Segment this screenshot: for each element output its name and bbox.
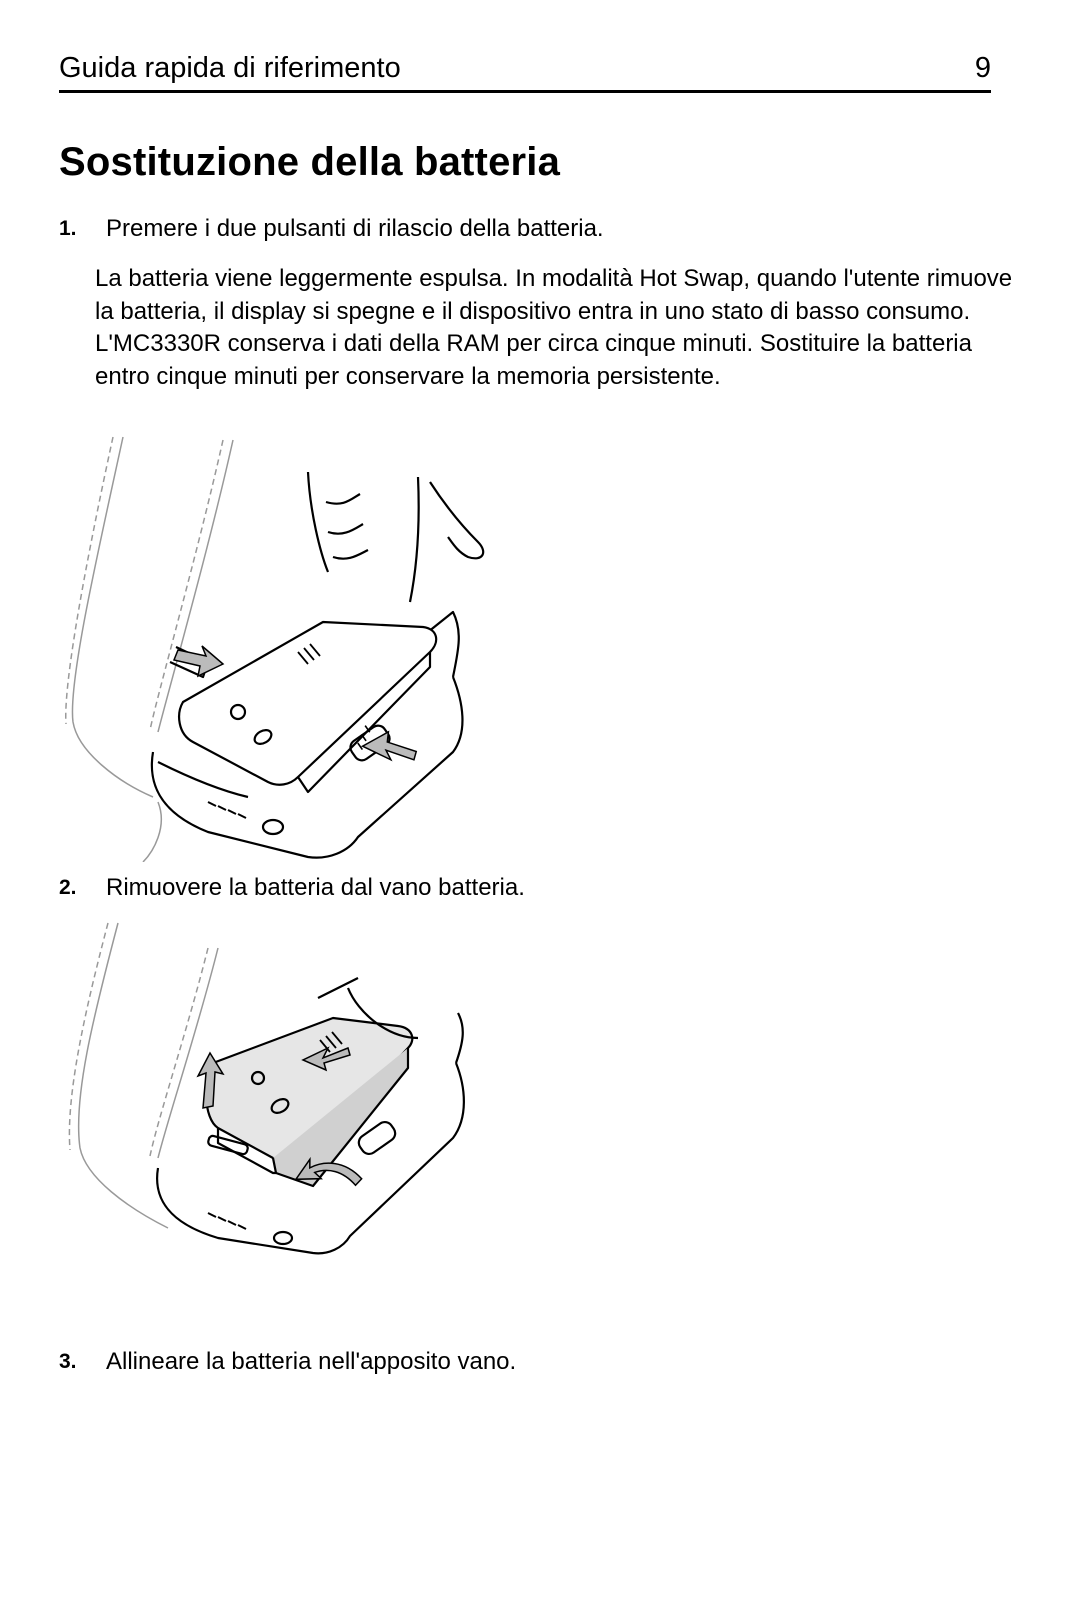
step-number: 3.	[59, 1350, 77, 1373]
page-number: 9	[974, 52, 991, 84]
battery-removal-illustration	[58, 918, 478, 1258]
step-number: 1.	[59, 217, 77, 240]
step-text: Allineare la batteria nell'apposito vano.	[106, 1348, 517, 1375]
section-title: Sostituzione della batteria	[59, 140, 561, 184]
step-number: 2.	[59, 876, 77, 899]
header-title: Guida rapida di riferimento	[59, 52, 401, 84]
step-text: Premere i due pulsanti di rilascio della batteria.	[106, 215, 604, 242]
battery-release-illustration	[58, 432, 488, 862]
page-header	[59, 48, 991, 93]
step-text: Rimuovere la batteria dal vano batteria.	[106, 874, 525, 901]
step-1-note: La batteria viene leggermente espulsa. In modalità Hot Swap, quando l'utente rimuove la batteria, il display si spegne e il dispositivo entra in uno stato di basso consumo. L'MC3330R conserva i dati della RAM per circa cinque minuti. Sostituire la batteria entro cinque minuti per conservare la memoria persistente.	[95, 265, 1013, 390]
